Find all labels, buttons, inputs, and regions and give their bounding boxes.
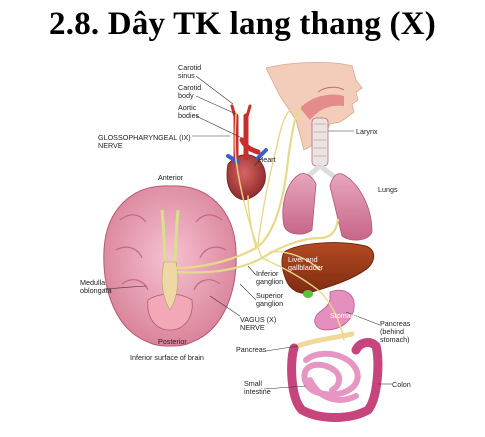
label-superior-ganglion: Superior ganglion <box>256 291 284 308</box>
label-carotid-sinus: Carotid sinus <box>178 63 202 80</box>
label-small-intestine: Small intestine <box>244 379 271 396</box>
label-vagus-nerve: VAGUS (X) NERVE <box>240 315 277 332</box>
label-aortic-bodies: Aortic bodies <box>178 103 200 120</box>
label-liver-gallbladder: Liver and gallbladder <box>288 255 324 272</box>
lungs <box>283 173 372 240</box>
label-heart: Heart <box>258 155 276 164</box>
label-anterior: Anterior <box>158 173 184 182</box>
page-title: 2.8. Dây TK lang thang (X) <box>49 6 436 42</box>
brain-inferior-surface <box>104 186 236 346</box>
label-glossopharyngeal-nerve: GLOSSOPHARYNGEAL (IX) NERVE <box>98 133 191 150</box>
label-inferior-ganglion: Inferior ganglion <box>256 269 284 286</box>
label-pancreas: Pancreas <box>236 345 267 354</box>
label-lungs: Lungs <box>378 185 398 194</box>
label-pancreas-behind-stomach: Pancreas (behind stomach) <box>380 319 411 344</box>
label-posterior: Posterior <box>158 337 187 346</box>
intestines <box>292 343 378 418</box>
label-larynx: Larynx <box>356 127 378 136</box>
label-medulla-oblongata: Medulla oblongata <box>80 278 112 295</box>
label-inferior-surface-of-brain: Inferior surface of brain <box>130 353 204 362</box>
label-stomach: Stomach <box>330 311 359 320</box>
label-carotid-body: Carotid body <box>178 83 202 100</box>
heart <box>227 106 266 200</box>
label-colon: Colon <box>392 380 411 389</box>
